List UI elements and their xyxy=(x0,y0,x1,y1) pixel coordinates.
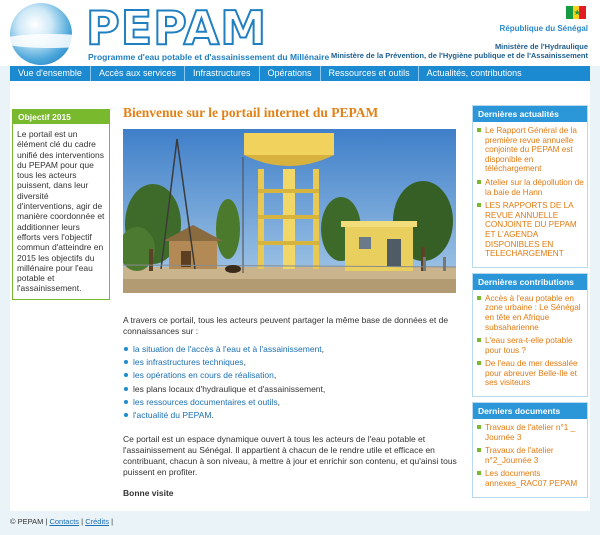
news-item[interactable]: LES RAPPORTS DE LA REVUE ANNUELLE CONJOINTE DU PEPAM ET L'AGENDA DISPONIBLES EN TELECHARGEMENT xyxy=(476,201,584,259)
link-acces-eau[interactable]: la situation de l'accès à l'eau et à l'assainissement xyxy=(133,344,322,354)
credits-link[interactable]: Crédits xyxy=(85,517,109,526)
document-item[interactable]: Travaux de l'atelier n°1 _ Journée 3 xyxy=(476,423,584,442)
copyright-text: © PEPAM xyxy=(10,517,44,526)
link-ressources[interactable]: les ressources documentaires et outils xyxy=(133,396,278,407)
list-item: les ressources documentaires et outils, xyxy=(123,396,463,409)
documents-box xyxy=(472,402,588,498)
republic-label: République du Sénégal xyxy=(499,24,588,33)
page-content xyxy=(10,81,590,511)
ministry-prevention: Ministère de la Prévention, de l'Hygiène publique et de l'Assainissement xyxy=(331,51,588,60)
news-item[interactable]: Atelier sur la dépollution de la baie de Hann xyxy=(476,178,584,197)
link-actualite[interactable]: l'actualité du PEPAM xyxy=(133,410,212,421)
news-box xyxy=(472,105,588,268)
nav-vue-ensemble[interactable]: Vue d'ensemble xyxy=(10,66,91,81)
objectif-box xyxy=(12,109,110,300)
outro-text: Ce portail est un espace dynamique ouvert à tous les acteurs de l'eau potable et l'assainissement au Sénégal. Il appartient à chacun de le rendre utile et efficace en contribuant, chacun à son niveau, à mettre à jour et enrichir son contenu, et qu'ainsi tous puissent en profiter. xyxy=(123,434,457,478)
nav-ressources-outils[interactable]: Ressources et outils xyxy=(321,66,419,81)
main-nav xyxy=(10,66,590,81)
contributions-box xyxy=(472,273,588,397)
right-sidebar xyxy=(472,105,588,503)
nav-infrastructures[interactable]: Infrastructures xyxy=(185,66,260,81)
objectif-text: Le portail est un élément clé du cadre unifié des interventions du PEPAM pour que tous les acteurs puissent, dans leur diversité d'interventions, agir de manière coordonnée et additionner leurs efforts vers l'objectif commun d'atteindre en 2015 les objectifs du millénaire pour l'eau potable et l'assainissement. xyxy=(17,129,105,294)
logo-wordmark[interactable]: PEPAM xyxy=(86,1,268,55)
water-tower-photo-icon xyxy=(123,129,456,293)
contacts-link[interactable]: Contacts xyxy=(49,517,80,526)
logo-subtitle: Programme d'eau potable et d'assainissement du Millénaire xyxy=(88,52,330,62)
contribution-item[interactable]: Accès à l'eau potable en zone urbaine : Le Sénégal en tête en Afrique subsaharienne xyxy=(476,294,584,332)
ministry-hydraulique: Ministère de l'Hydraulique xyxy=(494,42,588,51)
portal-topics-list xyxy=(123,343,463,422)
news-item[interactable]: Le Rapport Général de la première revue annuelle conjointe du PEPAM est disponible en téléchargement xyxy=(476,126,584,174)
document-item[interactable]: Les documents annexes_RAC07 PEPAM xyxy=(476,469,584,488)
link-infrastructures[interactable]: les infrastructures techniques xyxy=(133,357,244,368)
list-item: les infrastructures techniques, xyxy=(123,356,463,369)
nav-actualites[interactable]: Actualités, contributions xyxy=(426,68,522,78)
list-item xyxy=(123,383,463,396)
nav-operations[interactable]: Opérations xyxy=(260,66,321,81)
link-operations[interactable]: les opérations en cours de réalisation xyxy=(133,370,274,381)
objectif-title: Objectif 2015 xyxy=(13,110,109,124)
contribution-item[interactable]: De l'eau de mer dessalée pour abreuver Belle-Ile et ses visiteurs xyxy=(476,359,584,388)
site-footer: © PEPAM | Contacts | Crédits | xyxy=(10,517,114,526)
documents-title: Derniers documents xyxy=(473,403,587,419)
page-title: Bienvenue sur le portail internet du PEPAM xyxy=(123,105,379,120)
water-tower-photo xyxy=(123,129,456,293)
nav-acces-services[interactable]: Accès aux services xyxy=(91,66,185,81)
bonne-visite-text: Bonne visite xyxy=(123,488,174,499)
document-item[interactable]: Travaux de l'atelier n°2_Journée 3 xyxy=(476,446,584,465)
plans-locaux-text: les plans locaux d'hydraulique et d'assainissement, xyxy=(133,383,326,394)
site-header xyxy=(0,0,600,66)
list-item: les opérations en cours de réalisation, xyxy=(123,369,463,382)
list-item: la situation de l'accès à l'eau et à l'assainissement, xyxy=(123,343,463,356)
main-column xyxy=(123,105,463,498)
contributions-title: Dernières contributions xyxy=(473,274,587,290)
contribution-item[interactable]: L'eau sera-t-elle potable pour tous ? xyxy=(476,336,584,355)
list-item: l'actualité du PEPAM. xyxy=(123,409,463,422)
intro-text: A travers ce portail, tous les acteurs peuvent partager la même base de données et de connaissances sur : xyxy=(123,315,449,336)
senegal-flag-icon xyxy=(566,6,586,19)
news-title: Dernières actualités xyxy=(473,106,587,122)
logo-wave-icon xyxy=(0,34,100,48)
